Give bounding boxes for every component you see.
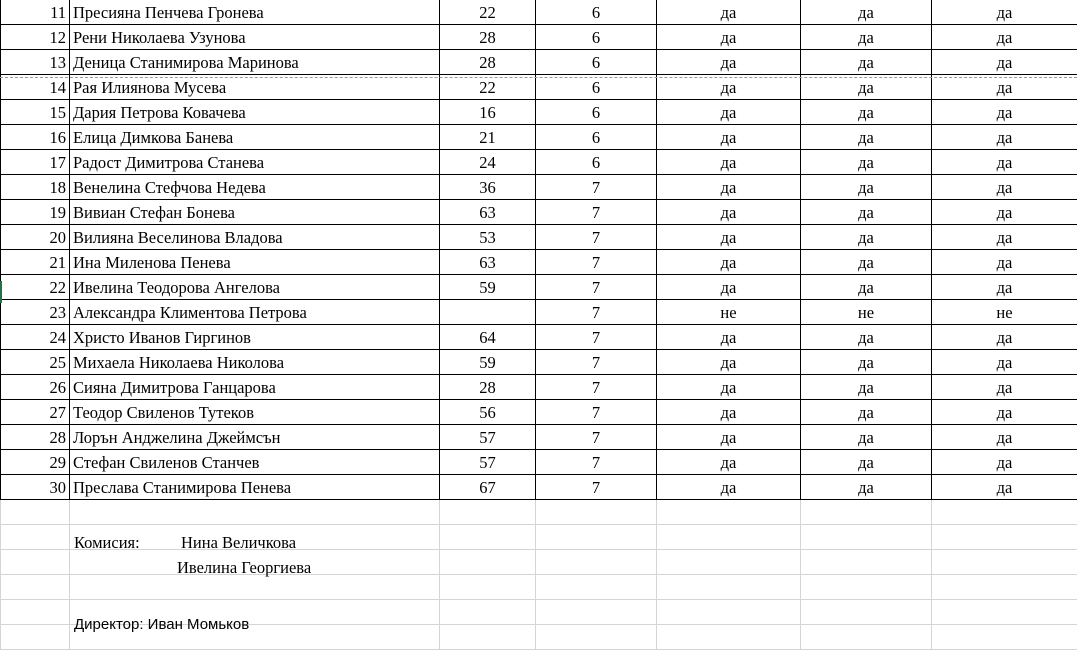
empty-cell[interactable] [440, 550, 536, 575]
cell-number[interactable]: 21 [0, 250, 70, 275]
cell-name[interactable]: Ивелина Теодорова Ангелова [70, 275, 440, 300]
cell-number[interactable]: 24 [0, 325, 70, 350]
commission-member-1: Нина Величкова [181, 533, 297, 552]
cell-col-b[interactable]: не [801, 300, 932, 325]
cell-grade[interactable]: 7 [536, 425, 657, 450]
empty-cell[interactable] [0, 625, 70, 650]
cell-grade[interactable]: 7 [536, 450, 657, 475]
table-row [0, 175, 1077, 200]
cell-col-b[interactable]: да [801, 50, 932, 75]
cell-name[interactable]: Ина Миленова Пенева [70, 250, 440, 275]
cell-grade[interactable]: 6 [536, 25, 657, 50]
cell-number[interactable]: 27 [0, 400, 70, 425]
cell-col-b[interactable]: да [801, 0, 932, 25]
cell-age[interactable]: 21 [440, 125, 536, 150]
cell-col-b[interactable]: да [801, 250, 932, 275]
cell-grade[interactable]: 7 [536, 200, 657, 225]
page-break-line [0, 77, 1077, 78]
table-row [0, 375, 1077, 400]
cell-name[interactable]: Вилияна Веселинова Владова [70, 225, 440, 250]
empty-cell[interactable] [657, 575, 801, 600]
cell-col-a[interactable]: да [657, 0, 801, 25]
cell-number[interactable]: 12 [0, 25, 70, 50]
cell-number[interactable]: 29 [0, 450, 70, 475]
cell-col-a[interactable]: да [657, 75, 801, 100]
table-row [0, 200, 1077, 225]
cell-grade[interactable]: 7 [536, 300, 657, 325]
cell-name[interactable]: Дария Петрова Ковачева [70, 100, 440, 125]
table-row [0, 325, 1077, 350]
cell-name[interactable]: Венелина Стефчова Недева [70, 175, 440, 200]
empty-row [0, 500, 1077, 525]
cell-col-c[interactable]: не [932, 300, 1077, 325]
empty-cell[interactable] [932, 500, 1077, 525]
cell-col-c[interactable]: да [932, 325, 1077, 350]
table-row [0, 50, 1077, 75]
cell-col-b[interactable]: да [801, 275, 932, 300]
empty-cell[interactable] [0, 575, 70, 600]
cell-number[interactable]: 11 [0, 0, 70, 25]
cell-col-a[interactable]: да [657, 450, 801, 475]
empty-cell[interactable] [657, 525, 801, 550]
cell-number[interactable]: 16 [0, 125, 70, 150]
cell-name[interactable]: Вивиан Стефан Бонева [70, 200, 440, 225]
cell-col-c[interactable]: да [932, 425, 1077, 450]
cell-col-a[interactable]: да [657, 150, 801, 175]
cell-grade[interactable]: 6 [536, 125, 657, 150]
empty-row [0, 575, 1077, 600]
cell-grade[interactable]: 6 [536, 100, 657, 125]
cell-grade[interactable]: 7 [536, 275, 657, 300]
cell-grade[interactable]: 6 [536, 0, 657, 25]
cell-age[interactable]: 67 [440, 475, 536, 500]
cell-name[interactable]: Деница Станимирова Маринова [70, 50, 440, 75]
cell-number[interactable]: 13 [0, 50, 70, 75]
commission-member-2: Ивелина Георгиева [177, 558, 312, 577]
cell-number[interactable]: 17 [0, 150, 70, 175]
empty-cell[interactable] [440, 525, 536, 550]
table-row [0, 225, 1077, 250]
cell-col-a[interactable]: да [657, 100, 801, 125]
cell-age[interactable]: 28 [440, 50, 536, 75]
empty-cell[interactable] [536, 525, 657, 550]
cell-grade[interactable]: 6 [536, 150, 657, 175]
cell-name[interactable]: Стефан Свиленов Станчев [70, 450, 440, 475]
empty-cell[interactable] [0, 525, 70, 550]
cell-col-c[interactable]: да [932, 75, 1077, 100]
empty-cell[interactable] [536, 550, 657, 575]
empty-cell[interactable] [801, 525, 932, 550]
cell-col-c[interactable]: да [932, 200, 1077, 225]
table-row [0, 275, 1077, 300]
empty-cell[interactable] [657, 500, 801, 525]
cell-name[interactable]: Михаела Николаева Николова [70, 350, 440, 375]
cell-col-b[interactable]: да [801, 200, 932, 225]
cell-col-b[interactable]: да [801, 125, 932, 150]
cell-name[interactable]: Александра Климентова Петрова [70, 300, 440, 325]
empty-cell[interactable] [70, 500, 440, 525]
cell-col-b[interactable]: да [801, 375, 932, 400]
cell-col-a[interactable]: не [657, 300, 801, 325]
cell-col-b[interactable]: да [801, 25, 932, 50]
cell-col-c[interactable]: да [932, 350, 1077, 375]
cell-col-a[interactable]: да [657, 425, 801, 450]
cell-age[interactable]: 28 [440, 25, 536, 50]
cell-grade[interactable]: 6 [536, 50, 657, 75]
table-row [0, 125, 1077, 150]
empty-row [0, 525, 1077, 550]
empty-cell[interactable] [801, 600, 932, 625]
cell-age[interactable]: 36 [440, 175, 536, 200]
cell-number[interactable]: 19 [0, 200, 70, 225]
cell-col-a[interactable]: да [657, 25, 801, 50]
cell-col-a[interactable]: да [657, 475, 801, 500]
empty-cell[interactable] [536, 600, 657, 625]
empty-cell[interactable] [440, 625, 536, 650]
cell-age[interactable]: 57 [440, 450, 536, 475]
empty-cell[interactable] [932, 550, 1077, 575]
cell-name[interactable]: Елица Димкова Банева [70, 125, 440, 150]
cell-col-b[interactable]: да [801, 150, 932, 175]
cell-grade[interactable]: 7 [536, 475, 657, 500]
empty-cell[interactable] [657, 600, 801, 625]
cell-col-a[interactable]: да [657, 325, 801, 350]
cell-age[interactable]: 59 [440, 275, 536, 300]
cell-col-a[interactable]: да [657, 400, 801, 425]
table-row [0, 100, 1077, 125]
cell-col-c[interactable]: да [932, 475, 1077, 500]
empty-cell[interactable] [801, 500, 932, 525]
empty-cell[interactable] [801, 575, 932, 600]
cell-number[interactable]: 18 [0, 175, 70, 200]
cell-grade[interactable]: 6 [536, 75, 657, 100]
cell-col-c[interactable]: да [932, 25, 1077, 50]
cell-age[interactable]: 24 [440, 150, 536, 175]
cell-age[interactable]: 56 [440, 400, 536, 425]
cell-number[interactable]: 22 [0, 275, 70, 300]
cell-name[interactable]: Рени Николаева Узунова [70, 25, 440, 50]
cell-col-c[interactable]: да [932, 375, 1077, 400]
empty-cell[interactable] [536, 575, 657, 600]
cell-age[interactable]: 59 [440, 350, 536, 375]
cell-col-a[interactable]: да [657, 50, 801, 75]
cell-col-b[interactable]: да [801, 75, 932, 100]
table-row [0, 450, 1077, 475]
cell-col-c[interactable]: да [932, 450, 1077, 475]
cell-col-a[interactable]: да [657, 375, 801, 400]
empty-cell[interactable] [536, 625, 657, 650]
cell-col-b[interactable]: да [801, 325, 932, 350]
cell-age[interactable] [440, 300, 536, 325]
cell-grade[interactable]: 7 [536, 400, 657, 425]
empty-cell[interactable] [932, 525, 1077, 550]
table-row [0, 250, 1077, 275]
cell-col-c[interactable]: да [932, 150, 1077, 175]
cell-col-c[interactable]: да [932, 125, 1077, 150]
cell-number[interactable]: 15 [0, 100, 70, 125]
cell-grade[interactable]: 7 [536, 350, 657, 375]
table-row [0, 150, 1077, 175]
cell-name[interactable]: Радост Димитрова Станева [70, 150, 440, 175]
empty-cell[interactable] [0, 600, 70, 625]
cell-col-a[interactable]: да [657, 125, 801, 150]
cell-col-a[interactable]: да [657, 225, 801, 250]
cell-col-c[interactable]: да [932, 225, 1077, 250]
table-row [0, 400, 1077, 425]
table-row [0, 350, 1077, 375]
empty-cell[interactable] [0, 550, 70, 575]
cell-age[interactable]: 22 [440, 75, 536, 100]
cell-age[interactable]: 63 [440, 200, 536, 225]
cell-col-c[interactable]: да [932, 250, 1077, 275]
cell-col-b[interactable]: да [801, 225, 932, 250]
table-row [0, 75, 1077, 100]
cell-col-a[interactable]: да [657, 250, 801, 275]
empty-cell[interactable] [440, 600, 536, 625]
cell-col-c[interactable]: да [932, 0, 1077, 25]
cell-col-b[interactable]: да [801, 350, 932, 375]
cell-col-c[interactable]: да [932, 400, 1077, 425]
cell-number[interactable]: 23 [0, 300, 70, 325]
cell-col-c[interactable]: да [932, 275, 1077, 300]
empty-cell[interactable] [801, 550, 932, 575]
director-line: Директор: Иван Момьков [74, 616, 250, 633]
empty-cell[interactable] [657, 625, 801, 650]
cell-name[interactable]: Христо Иванов Гиргинов [70, 325, 440, 350]
cell-age[interactable]: 64 [440, 325, 536, 350]
cell-col-c[interactable]: да [932, 100, 1077, 125]
commission-label: Комисия: [74, 533, 140, 552]
active-row-marker [0, 281, 2, 303]
cell-col-b[interactable]: да [801, 100, 932, 125]
table-row [0, 25, 1077, 50]
cell-name[interactable]: Пресияна Пенчева Гронева [70, 0, 440, 25]
cell-name[interactable]: Лорън Анджелина Джеймсън [70, 425, 440, 450]
table-row [0, 475, 1077, 500]
cell-grade[interactable]: 7 [536, 175, 657, 200]
cell-col-b[interactable]: да [801, 425, 932, 450]
empty-cell[interactable] [932, 625, 1077, 650]
empty-cell[interactable] [0, 500, 70, 525]
cell-name[interactable]: Теодор Свиленов Тутеков [70, 400, 440, 425]
empty-cell[interactable] [801, 625, 932, 650]
table-row [0, 425, 1077, 450]
empty-row [0, 550, 1077, 575]
empty-cell[interactable] [440, 575, 536, 600]
table-row [0, 0, 1077, 25]
cell-col-c[interactable]: да [932, 175, 1077, 200]
cell-col-c[interactable]: да [932, 50, 1077, 75]
cell-name[interactable]: Рая Илиянова Мусева [70, 75, 440, 100]
cell-col-a[interactable]: да [657, 350, 801, 375]
cell-col-b[interactable]: да [801, 400, 932, 425]
cell-number[interactable]: 20 [0, 225, 70, 250]
cell-number[interactable]: 30 [0, 475, 70, 500]
empty-cell[interactable] [536, 500, 657, 525]
cell-col-a[interactable]: да [657, 275, 801, 300]
cell-age[interactable]: 57 [440, 425, 536, 450]
cell-grade[interactable]: 7 [536, 225, 657, 250]
cell-grade[interactable]: 7 [536, 325, 657, 350]
cell-grade[interactable]: 7 [536, 375, 657, 400]
empty-cell[interactable] [932, 600, 1077, 625]
cell-number[interactable]: 28 [0, 425, 70, 450]
empty-cell[interactable] [657, 550, 801, 575]
cell-col-a[interactable]: да [657, 200, 801, 225]
cell-col-b[interactable]: да [801, 475, 932, 500]
cell-number[interactable]: 25 [0, 350, 70, 375]
empty-cell[interactable] [440, 500, 536, 525]
table-row [0, 300, 1077, 325]
cell-number[interactable]: 26 [0, 375, 70, 400]
cell-age[interactable]: 53 [440, 225, 536, 250]
cell-number[interactable]: 14 [0, 75, 70, 100]
cell-age[interactable]: 28 [440, 375, 536, 400]
cell-col-b[interactable]: да [801, 175, 932, 200]
cell-name[interactable]: Сияна Димитрова Ганцарова [70, 375, 440, 400]
cell-col-b[interactable]: да [801, 450, 932, 475]
empty-cell[interactable] [932, 575, 1077, 600]
cell-col-a[interactable]: да [657, 175, 801, 200]
cell-age[interactable]: 63 [440, 250, 536, 275]
cell-grade[interactable]: 7 [536, 250, 657, 275]
cell-age[interactable]: 22 [440, 0, 536, 25]
cell-name[interactable]: Преслава Станимирова Пенева [70, 475, 440, 500]
cell-age[interactable]: 16 [440, 100, 536, 125]
